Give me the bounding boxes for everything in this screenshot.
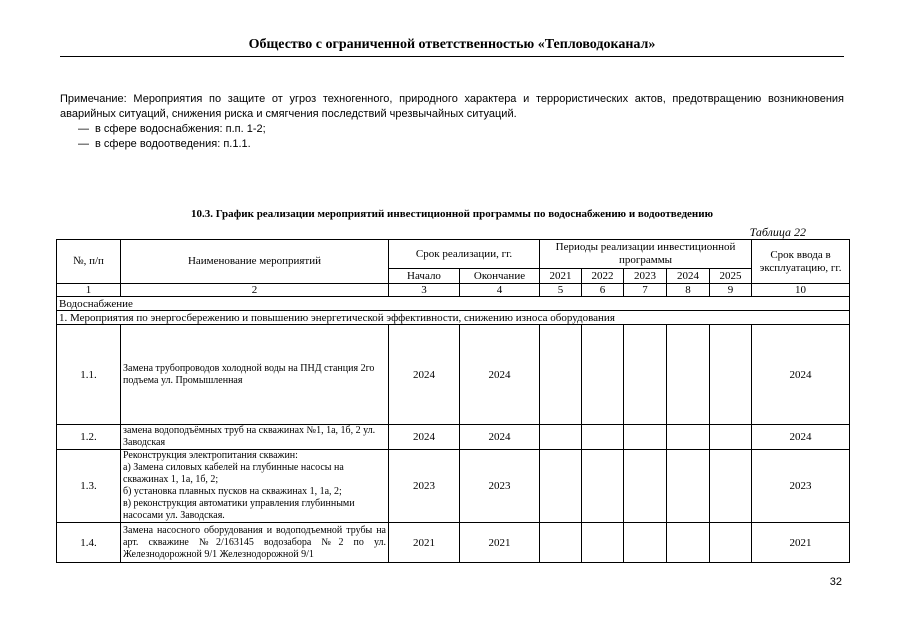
row-cell-2024 bbox=[667, 325, 710, 425]
row-cell-2021 bbox=[540, 425, 582, 450]
row-start: 2023 bbox=[389, 450, 460, 523]
row-commission: 2024 bbox=[752, 325, 850, 425]
header-end: Окончание bbox=[460, 269, 540, 284]
row-commission: 2021 bbox=[752, 523, 850, 563]
table-caption: Таблица 22 bbox=[749, 225, 806, 239]
group-label-water-supply: Водоснабжение bbox=[57, 297, 850, 311]
header-num: №, п/п bbox=[57, 240, 121, 284]
col-number: 8 bbox=[667, 284, 710, 297]
note-item-water-supply: — в сфере водоснабжения: п.п. 1-2; bbox=[78, 122, 844, 137]
row-cell-2021 bbox=[540, 450, 582, 523]
row-num: 1.2. bbox=[57, 425, 121, 450]
row-cell-2021 bbox=[540, 325, 582, 425]
header-name: Наименование мероприятий bbox=[121, 240, 389, 284]
row-cell-2025 bbox=[710, 425, 752, 450]
row-name: Замена трубопроводов холодной воды на ПНД станция 2го подъема ул. Промышленная bbox=[121, 325, 389, 425]
row-cell-2023 bbox=[624, 523, 667, 563]
row-end: 2024 bbox=[460, 425, 540, 450]
header-year-2023: 2023 bbox=[624, 269, 667, 284]
table-row bbox=[57, 425, 850, 450]
header-year-2025: 2025 bbox=[710, 269, 752, 284]
section-title: 10.3. График реализации мероприятий инвестиционной программы по водоснабжению и водоотведению bbox=[190, 208, 713, 220]
col-number: 4 bbox=[460, 284, 540, 297]
col-number: 10 bbox=[752, 284, 850, 297]
row-name bbox=[121, 450, 389, 523]
row-end: 2021 bbox=[460, 523, 540, 563]
row-cell-2025 bbox=[710, 325, 752, 425]
col-number: 3 bbox=[389, 284, 460, 297]
row-name: Замена насосного оборудования и водоподъемной трубы на арт. скважине №2/163145 водозабора №2 по ул. Железнодорожной 9/1 Железнодорожной 9/1 bbox=[121, 523, 389, 563]
col-number: 1 bbox=[57, 284, 121, 297]
col-number: 2 bbox=[121, 284, 389, 297]
row-num: 1.3. bbox=[57, 450, 121, 523]
row-start: 2024 bbox=[389, 325, 460, 425]
row-cell-2022 bbox=[582, 325, 624, 425]
header-year-2022: 2022 bbox=[582, 269, 624, 284]
row-num: 1.1. bbox=[57, 325, 121, 425]
row-name: замена водоподъёмных труб на скважинах №1, 1а, 1б, 2 ул. Заводская bbox=[121, 425, 389, 450]
row-end: 2023 bbox=[460, 450, 540, 523]
table-row bbox=[57, 450, 850, 523]
row-cell-2023 bbox=[624, 325, 667, 425]
row-cell-2025 bbox=[710, 523, 752, 563]
row-cell-2025 bbox=[710, 450, 752, 523]
row-name-line: в) реконструкция автоматики управления глубинными насосами ул. Заводская. bbox=[123, 498, 355, 521]
row-commission: 2023 bbox=[752, 450, 850, 523]
row-name-line: б) установка плавных пусков на скважинах 1, 1а, 2; bbox=[123, 486, 342, 497]
col-number: 9 bbox=[710, 284, 752, 297]
header-commission: Срок ввода в эксплуатацию, гг. bbox=[752, 240, 850, 284]
page-number: 32 bbox=[829, 576, 842, 588]
row-cell-2024 bbox=[667, 425, 710, 450]
header-start: Начало bbox=[389, 269, 460, 284]
header-year-2021: 2021 bbox=[540, 269, 582, 284]
table-row bbox=[57, 325, 850, 425]
row-cell-2024 bbox=[667, 450, 710, 523]
note-list bbox=[60, 122, 844, 152]
header-year-2024: 2024 bbox=[667, 269, 710, 284]
subgroup-label: 1. Мероприятия по энергосбережению и повышению энергетической эффективности, снижению износа оборудования bbox=[57, 311, 850, 325]
row-commission: 2024 bbox=[752, 425, 850, 450]
row-start: 2021 bbox=[389, 523, 460, 563]
column-number-row bbox=[57, 284, 850, 297]
header-periods: Периоды реализации инвестиционной программы bbox=[540, 240, 752, 269]
header-term: Срок реализации, гг. bbox=[389, 240, 540, 269]
table-row bbox=[57, 523, 850, 563]
col-number: 7 bbox=[624, 284, 667, 297]
title-divider bbox=[60, 56, 844, 57]
note-text: Примечание: Мероприятия по защите от угроз техногенного, природного характера и террористических актов, предотвращению возникновения аварийных ситуаций, снижения риска и смягчения последствий чрезвычайных ситуаций. bbox=[60, 93, 844, 120]
row-end: 2024 bbox=[460, 325, 540, 425]
row-name-line: Реконструкция электропитания скважин: bbox=[123, 450, 298, 461]
row-num: 1.4. bbox=[57, 523, 121, 563]
row-cell-2021 bbox=[540, 523, 582, 563]
note-item-wastewater: — в сфере водоотведения: п.1.1. bbox=[78, 137, 844, 152]
col-number: 5 bbox=[540, 284, 582, 297]
row-cell-2023 bbox=[624, 425, 667, 450]
row-cell-2022 bbox=[582, 523, 624, 563]
page-title: Общество с ограниченной ответственностью «Тепловодоканал» bbox=[248, 37, 656, 52]
row-cell-2022 bbox=[582, 450, 624, 523]
row-start: 2024 bbox=[389, 425, 460, 450]
note-block bbox=[60, 92, 844, 152]
row-cell-2022 bbox=[582, 425, 624, 450]
row-name-line: а) Замена силовых кабелей на глубинные насосы на скважинах 1, 1а, 1б, 2; bbox=[123, 462, 344, 485]
schedule-table bbox=[56, 239, 850, 563]
col-number: 6 bbox=[582, 284, 624, 297]
row-cell-2023 bbox=[624, 450, 667, 523]
row-cell-2024 bbox=[667, 523, 710, 563]
